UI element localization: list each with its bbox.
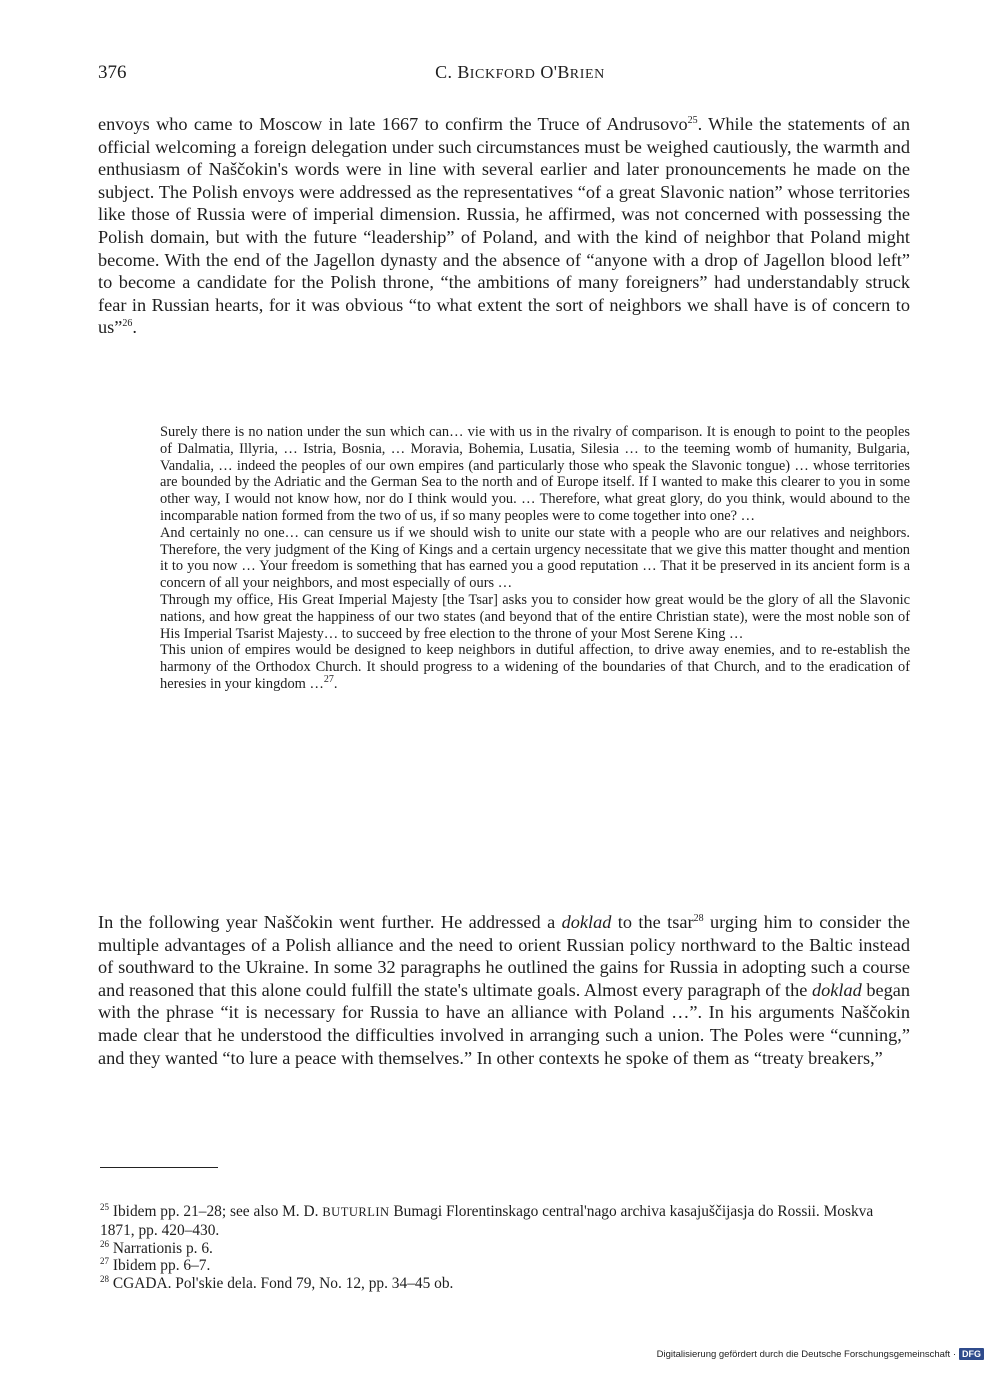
footnote-ref-28: 28	[693, 912, 704, 924]
footnote-number: 25	[100, 1201, 109, 1212]
quote-paragraph-1: Surely there is no nation under the sun which can… vie with us in the rivalry of comparison. It is enough to point to the peoples of Dalmatia, Illyria, … Istria, Bosnia, … Moravia, Bohemia, Lusatia, Silesia … to the teeming womb of humanity, Bulgaria, Vandalia, … indeed the peoples of our own empires (and particularly those who speak the Slavonic tongue) … whose territories are bounded by the Adriatic and the German Sea to the north and of Europe itself. If I wanted to make this clearer to you in some other way, I would not know how, nor do I think would you. … Therefore, what great glory, do you think, would abound to the incomparable nation formed from the two of us, if so many peoples were to come together into one? …	[160, 424, 910, 524]
quote-paragraph-4	[160, 642, 910, 692]
running-head-part: ICKFORD	[469, 67, 536, 82]
footnote-ref-27: 27	[323, 674, 334, 686]
footnotes	[100, 1203, 910, 1293]
text-run: to the tsar	[611, 912, 694, 932]
quote-paragraph-3: Through my office, His Great Imperial Majesty [the Tsar] asks you to consider how great would be the glory of all the Slavonic nations, and how great the happiness of our two states (and beyond that of the entire Christian state), were the most noble son of His Imperial Tsarist Majesty… to succeed by free election to the throne of your Most Serene King …	[160, 591, 910, 642]
footnote-28	[100, 1275, 910, 1293]
text-run: .	[132, 317, 137, 338]
running-head-part: O'B	[540, 62, 570, 82]
running-head	[300, 62, 740, 83]
footnote-ref-25: 25	[687, 114, 698, 126]
text-run: Bumagi Florentinskago central'nago archiva kasajuščijasja do Rossii. Moskva 1871, pp. 420–430.	[100, 1203, 874, 1239]
text-run: Narrationis p. 6.	[112, 1239, 213, 1257]
text-run: Ibidem pp. 6–7.	[112, 1257, 211, 1275]
text-run: CGADA. Pol'skie dela. Fond 79, No. 12, pp. 34–45 ob.	[112, 1275, 454, 1293]
text-run: began with the phrase “it is necessary for Russia to have an alliance with Poland …”. In his arguments Naščokin made clear that he understood the difficulties involved in arranging such a union. The Poles were “cunning,” and they wanted “to lure a peace with themselves.” In other contexts he spoke of them as “treaty breakers,”	[98, 979, 910, 1068]
body-paragraph-1	[98, 113, 910, 339]
text-run: In the following year Naščokin went further. He addressed a	[98, 912, 562, 932]
italic-term: doklad	[561, 912, 612, 932]
text-run: .	[333, 675, 338, 692]
footnote-number: 27	[100, 1256, 109, 1267]
author-name: BUTURLIN	[322, 1205, 390, 1219]
credit-text: Digitalisierung gefördert durch die Deutsche Forschungsgemeinschaft ·	[656, 1348, 956, 1360]
footnote-26	[100, 1240, 910, 1258]
dfg-logo-icon: DFG	[959, 1348, 984, 1360]
digitization-credit	[657, 1348, 984, 1360]
running-head-part: C. B	[435, 62, 470, 82]
footnote-27	[100, 1257, 910, 1275]
body-paragraph-2	[98, 911, 910, 1069]
footnote-number: 26	[100, 1238, 109, 1249]
text-run: Ibidem pp. 21–28; see also M. D.	[112, 1203, 323, 1220]
page-number: 376	[98, 62, 127, 83]
footnote-rule	[100, 1167, 218, 1168]
text-run: urging him to consider the multiple advantages of a Polish alliance and the need to orient Russian policy northward to the Baltic instead of southward to the Ukraine. In some 32 paragraphs he outlined the gains for Russia in adopting such a course and reasoned that this alone could fulfill the state's ultimate goals. Almost every paragraph of the	[98, 912, 910, 1000]
footnote-ref-26: 26	[122, 318, 133, 330]
text-run: This union of empires would be designed to keep neighbors in dutiful affection, to drive away enemies, and to re-establish the harmony of the Orthodox Church. It should progress to a widening of the boundaries of that Church, and to the eradication of heresies in your kingdom …	[160, 642, 910, 692]
footnote-25	[100, 1203, 910, 1240]
block-quote	[160, 424, 910, 693]
footnote-number: 28	[100, 1274, 109, 1285]
italic-term: doklad	[811, 979, 862, 1000]
running-head-part: RIEN	[569, 67, 605, 82]
text-run: . While the statements of an official welcoming a foreign delegation under such circumstances must be weighed cautiously, the warmth and enthusiasm of Naščokin's words were in line with several earlier and later pronouncements he made on the subject. The Polish envoys were addressed as the representatives “of a great Slavonic nation” whose territories like those of Russia were of imperial dimension. Russia, he affirmed, was not concerned with possessing the Polish domain, but with the future “leadership” of Poland, and with the kind of neighbor that Poland might become. With the end of the Jagellon dynasty and the absence of “anyone with a drop of Jagellon blood left” to become a candidate for the Polish throne, “the ambitions of many foreigners” had understandably struck fear in Russian hearts, for it was obvious “to what extent the sort of neighbors we shall have is of concern to us”	[98, 114, 910, 338]
text-run: envoys who came to Moscow in late 1667 to confirm the Truce of Andrusovo	[98, 114, 688, 134]
quote-paragraph-2: And certainly no one… can censure us if we should wish to unite our state with a people who are our relatives and neighbors. Therefore, the very judgment of the King of Kings and a certain urgency necessitate that we give this matter thought and mention it to you now … Your freedom is something that has earned you a good reputation … That it be preserved in its ancient form is a concern of all your neighbors, and most especially of ours …	[160, 524, 910, 592]
